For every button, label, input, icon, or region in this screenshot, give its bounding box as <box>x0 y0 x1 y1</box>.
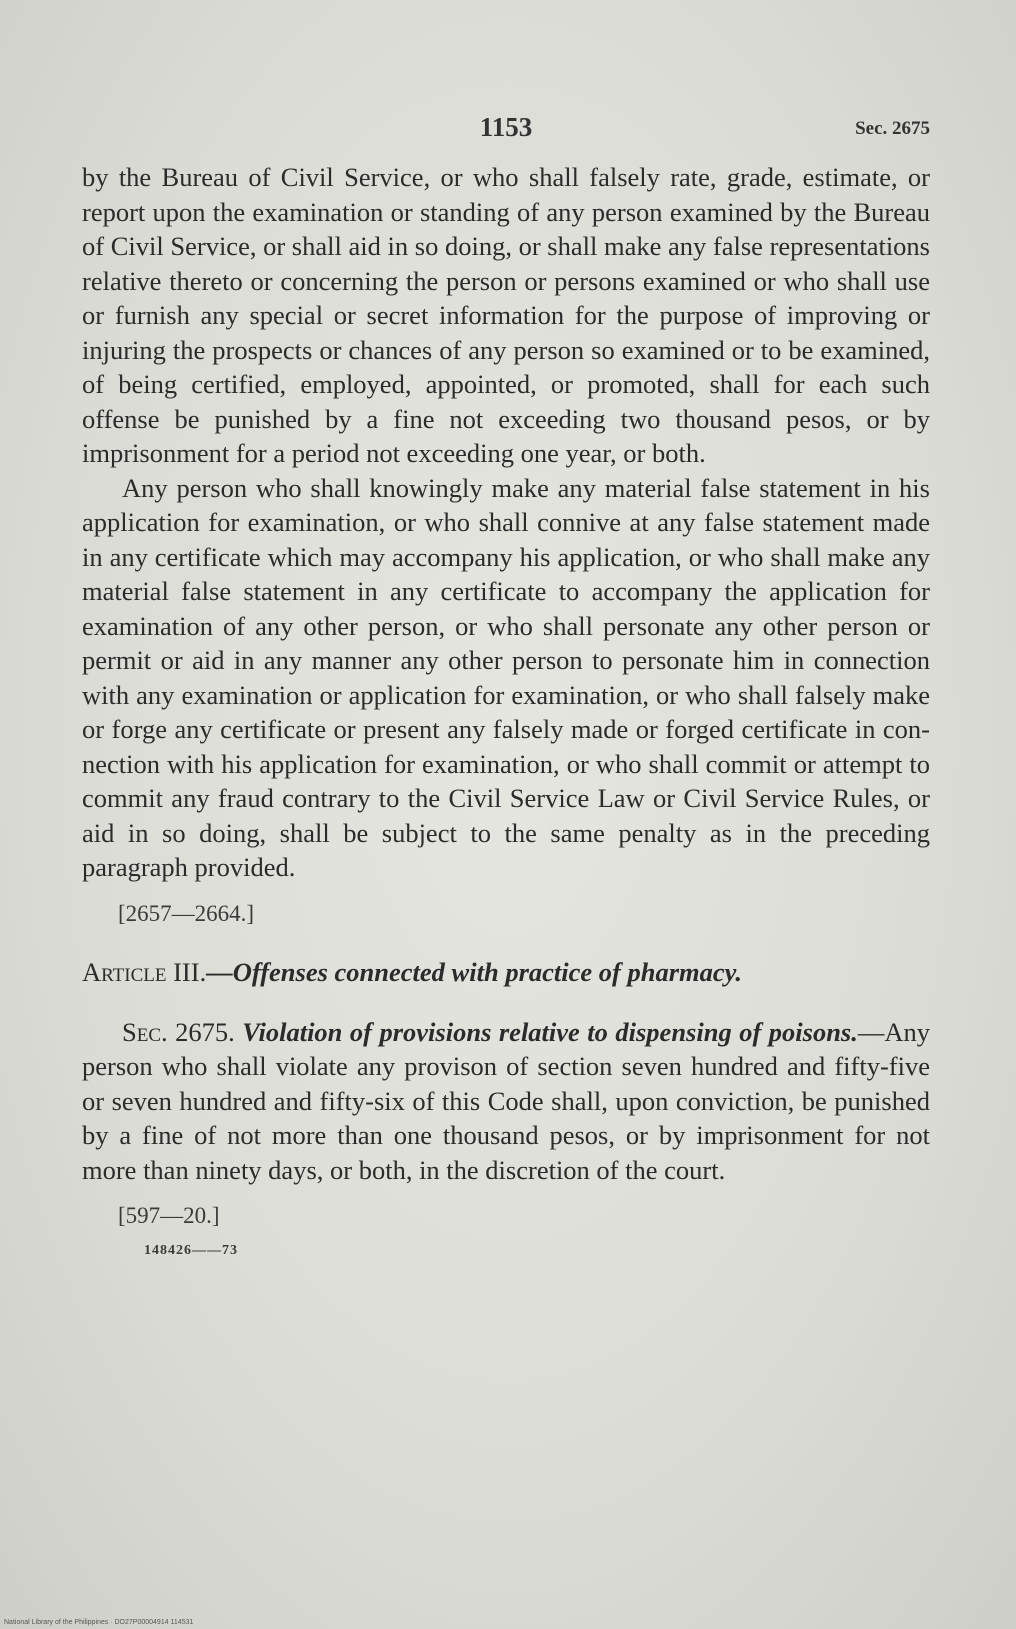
section-text: —Any person who shall violate any provison of section seven hundred and fifty-five or seven hundred and fifty-six of this Code shall, upon conviction, be punished by a fine of not more than one thousand pesos, or by imprisonment for not more than ninety days, or both, in the discretion of the court. <box>82 1016 931 1185</box>
section-citation: [597—20.] <box>118 1203 220 1228</box>
printer-code: 148426——73 <box>144 1243 238 1258</box>
section-label: Sec. 2675. <box>122 1016 235 1047</box>
article-title: —Offenses connected with practice of pharmacy. <box>206 956 743 987</box>
article-label: Article III. <box>82 956 207 987</box>
page-number: 1153 <box>479 112 533 142</box>
running-section-reference: Sec. 2675 <box>855 118 930 139</box>
page-header <box>82 112 930 152</box>
section-2675-paragraph <box>82 1015 930 1188</box>
scan-watermark: National Library of the Philippines · DO27P00004914 114531 <box>4 1619 194 1626</box>
source-citation: [2657—2664.] <box>118 900 255 926</box>
false-statement-paragraph: Any person who shall knowingly make any material false statement in his application for examination, or who shall connive at any false statement made in any certificate which may accompany his application, or who shall make any material false statement in any certificate to accompany the application for examination of any other person, or who shall personate any other person or permit or aid in any manner any other person to personate him in connection with any examination or application for examination, or who shall falsely make or forge any certificate or present any falsely made or forged certificate in connection with his application for examination, or who shall commit or attempt to commit any fraud contrary to the Civil Service Law or Civil Service Rules, or aid in so doing, shall be subject to the same penalty as in the preceding paragraph provided. <box>82 472 930 882</box>
article-heading <box>82 955 930 989</box>
continued-paragraph: by the Bureau of Civil Service, or who shall falsely rate, grade, estimate, or report upon the examination or standing of any person examined by the Bureau of Civil Service, or shall aid in so doing, or shall make any false representations relative thereto or concerning the person or persons examined or who shall use or furnish any special or secret information for the purpose of improving or injuring the prospects or chances of any person so examined or to be examined, of being certified, employed, appointed, or promoted, shall for each such offense be punished by a fine not exceeding two thousand pesos, or by imprisonment for a period not exceeding one year, or both. <box>82 162 930 468</box>
section-title: Violation of provisions relative to dispensing of poisons. <box>242 1016 858 1047</box>
page-body <box>82 160 930 1259</box>
